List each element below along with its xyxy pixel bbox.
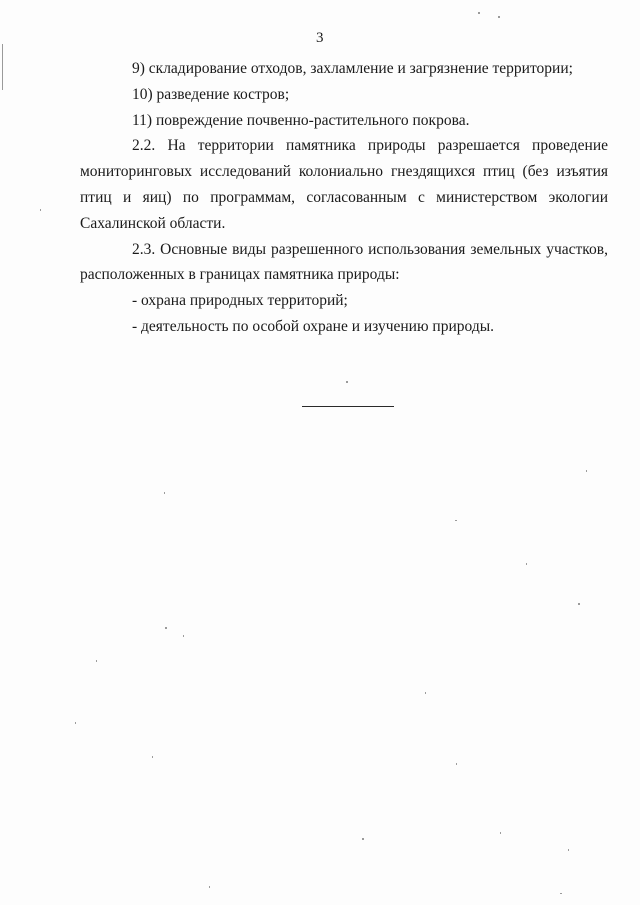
scan-speck bbox=[164, 492, 165, 494]
permitted-use-item-1: - охрана природных территорий; bbox=[132, 292, 348, 310]
scan-speck bbox=[96, 660, 97, 662]
scan-speck bbox=[456, 763, 457, 765]
scan-speck bbox=[498, 16, 500, 18]
scan-speck bbox=[346, 381, 348, 383]
list-item-10: 10) разведение костров; bbox=[132, 85, 290, 103]
scan-speck bbox=[75, 722, 76, 724]
scan-speck bbox=[478, 12, 480, 14]
scan-speck bbox=[526, 563, 527, 565]
clause-2-2: 2.2. На территории памятника природы разрешается проведение мониторинговых исследований колониально гнездящихся птиц (без изъятия птиц и яиц) по программам, согласованным с министерством экологии Сахалинской области. bbox=[80, 137, 608, 232]
scan-speck bbox=[560, 893, 562, 894]
scan-speck bbox=[586, 470, 587, 472]
list-item-11: 11) повреждение почвенно-растительного покрова. bbox=[132, 111, 470, 129]
scan-speck bbox=[578, 603, 580, 605]
document-body bbox=[80, 56, 608, 340]
scan-speck bbox=[362, 838, 364, 840]
scan-speck bbox=[183, 635, 184, 637]
scan-speck bbox=[209, 886, 210, 888]
end-separator-line bbox=[302, 406, 394, 407]
scan-speck bbox=[455, 520, 457, 521]
scan-speck bbox=[425, 692, 426, 694]
scan-edge-mark bbox=[2, 44, 3, 90]
scan-speck bbox=[152, 756, 153, 758]
scan-speck bbox=[165, 627, 167, 629]
list-item-9: 9) складирование отходов, захламление и загрязнение территории; bbox=[132, 60, 573, 77]
page-number: 3 bbox=[316, 30, 324, 46]
scan-speck bbox=[40, 209, 41, 211]
scan-speck bbox=[500, 832, 501, 834]
scan-speck bbox=[568, 849, 569, 851]
permitted-use-item-2: - деятельность по особой охране и изучению природы. bbox=[132, 317, 495, 335]
clause-2-3: 2.3. Основные виды разрешенного использования земельных участков, расположенных в границах памятника природы: bbox=[80, 240, 608, 284]
